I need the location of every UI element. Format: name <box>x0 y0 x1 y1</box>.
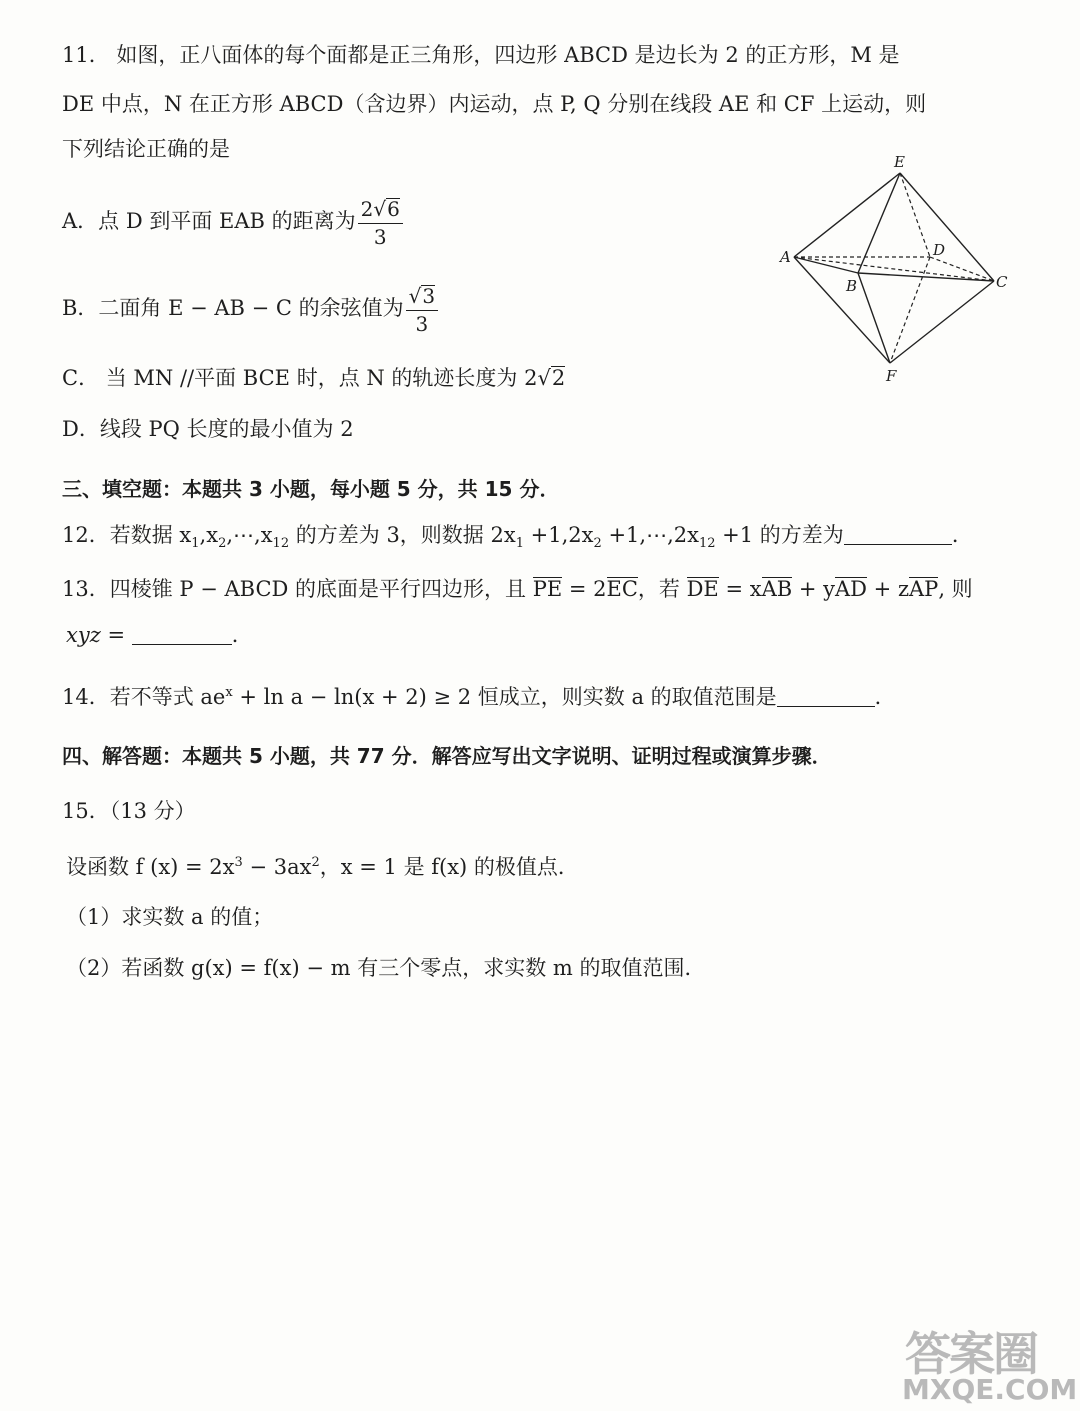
q11-option-a <box>62 198 405 247</box>
edge-ab <box>794 257 858 273</box>
option-a-text: A．点 D 到平面 EAB 的距离为 <box>62 209 356 233</box>
diagonal-ac-hidden <box>794 257 994 281</box>
watermark-logo: 答案圈 <box>905 1327 1037 1381</box>
q11-option-b <box>62 285 440 334</box>
label-e: E <box>894 153 905 171</box>
watermark-url: MXQE.COM <box>902 1373 1078 1406</box>
edge-ec <box>900 173 994 281</box>
edge-ea <box>794 173 900 257</box>
edge-af <box>794 257 890 363</box>
q13-line2: xyz = ． <box>66 623 253 647</box>
q15-part-2: （2）若函数 g(x) = f(x) − m 有三个零点，求实数 m 的取值范围． <box>66 956 706 980</box>
section-3-heading: 三、填空题：本题共 3 小题，每小题 5 分，共 15 分． <box>62 477 560 501</box>
option-a-fraction: $\frac{2√6}{3}$ <box>358 198 403 247</box>
q13-answer-blank[interactable] <box>132 626 232 645</box>
q13-line1: 13．四棱锥 P − ABCD 的底面是平行四边形，且 PE = 2EC，若 DE = xAB + yAD + zAP, 则 <box>62 577 973 601</box>
q11-line3: 下列结论正确的是 <box>62 137 230 161</box>
section-4-heading: 四、解答题：本题共 5 小题，共 77 分．解答应写出文字说明、证明过程或演算步骤． <box>62 744 832 768</box>
label-d: D <box>933 241 946 259</box>
edge-bf <box>858 273 890 363</box>
option-b-fraction: $\frac{√3}{3}$ <box>406 285 438 334</box>
edge-cf <box>890 281 994 363</box>
q12-answer-blank[interactable] <box>844 526 952 545</box>
q15-part-1: （1）求实数 a 的值； <box>66 905 274 929</box>
label-c: C <box>996 273 1008 291</box>
q11-line1: 11． 如图，正八面体的每个面都是正三角形，四边形 ABCD 是边长为 2 的正方形，M 是 <box>62 43 900 67</box>
label-b: B <box>846 277 858 295</box>
q11-option-c: C． 当 MN //平面 BCE 时，点 N 的轨迹长度为 2√2 <box>62 366 566 390</box>
octahedron-figure <box>770 145 1030 390</box>
option-b-text: B．二面角 E − AB − C 的余弦值为 <box>62 296 404 320</box>
label-a: A <box>780 248 791 266</box>
q15-title: 15．（13 分） <box>62 799 196 823</box>
q12-line: 12．若数据 $x_1,x_2,\cdots,x_{12}$ 的方差为 3，则数据 $2x_1 +1,2x_2$ $+1,\cdots,2x_{12} +1$ 的方差为 ． <box>62 523 973 552</box>
q14-line: 14．若不等式 $ae^x + \ln a - \ln(x + 2) \ge 2$ 恒成立，则实数 a 的取值范围是 ． <box>62 685 896 709</box>
edge-ed-hidden <box>900 173 930 257</box>
q11-option-d: D．线段 PQ 长度的最小值为 2 <box>62 417 354 441</box>
label-f: F <box>886 367 897 385</box>
q14-answer-blank[interactable] <box>777 688 875 707</box>
edge-eb <box>858 173 900 273</box>
q15-statement: 设函数 f $(x) = 2x^3 - 3ax^2$，x = 1 是 f(x) 的极值点． <box>66 855 579 879</box>
q11-line2: DE 中点，N 在正方形 ABCD（含边界）内运动，点 P, Q 分别在线段 AE 和 CF 上运动，则 <box>62 92 927 116</box>
edge-bc <box>858 273 994 281</box>
